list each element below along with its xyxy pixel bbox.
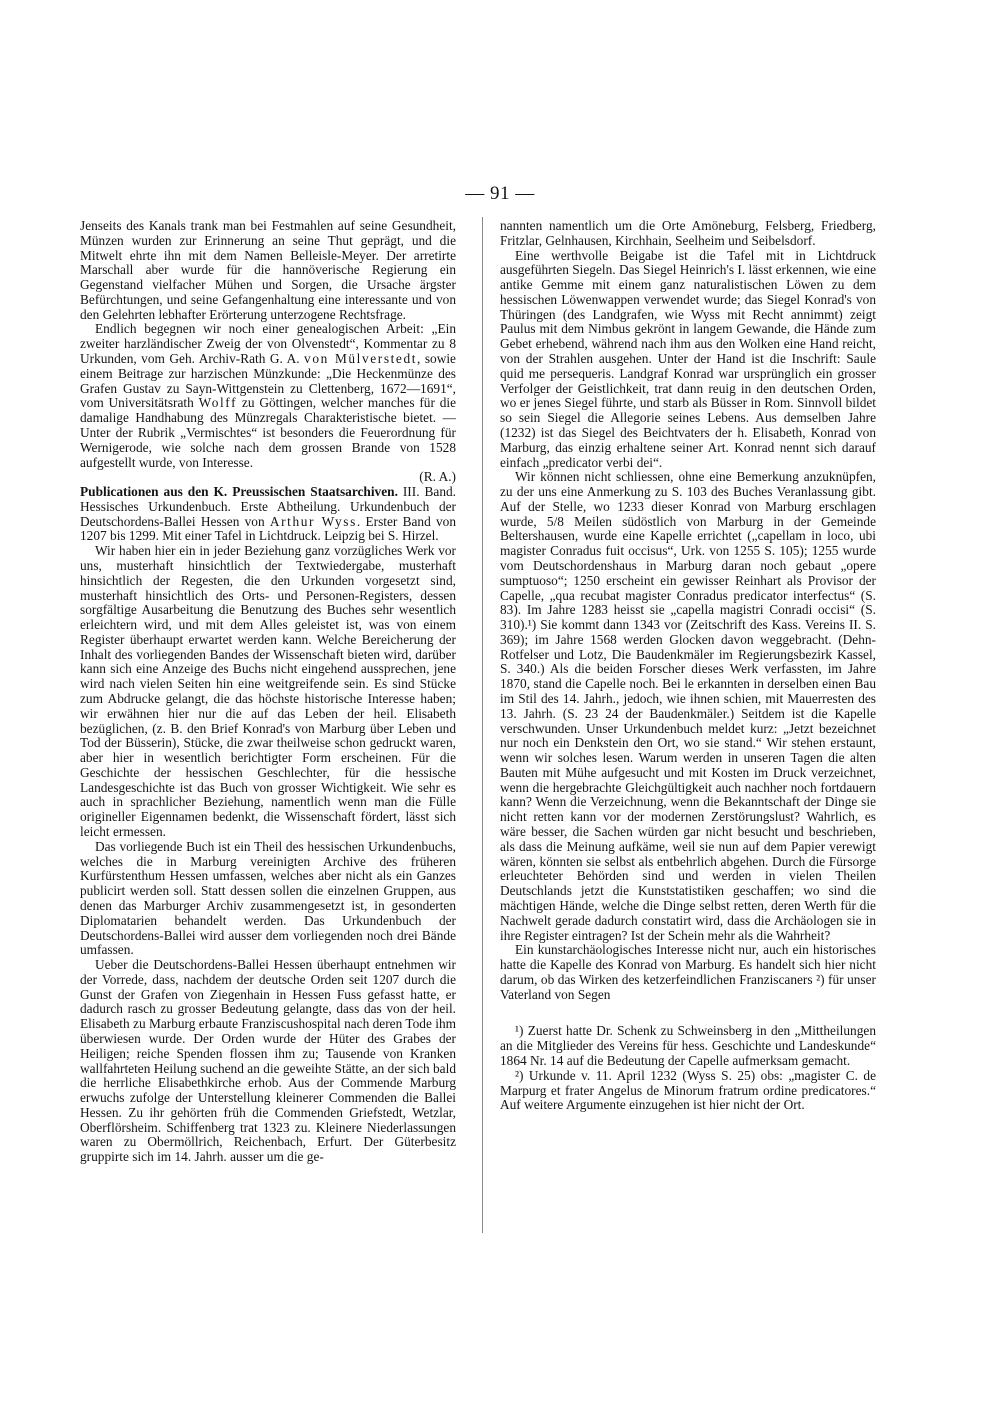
text-run: für unser Vaterland von Segen — [500, 971, 876, 1002]
text-run: . Erster Band von 1207 bis 1299. Mit einer Tafel in Lichtdruck. Leipzig bei S. Hirzel. — [80, 513, 456, 544]
text-run: Endlich begegnen wir noch einer genealogischen Arbeit: „Ein zweiter harzländischer Zweig der von Olvenstedt“, Kommentar zu 8 Urkunden, vom Geh. Archiv-Rath G. A. — [80, 321, 456, 367]
footnotes — [500, 1024, 876, 1113]
paragraph — [500, 943, 876, 1002]
text-run: Meilen südöstlich von Marburg in der Gemeinde Beltershausen, wurde eine Kapelle errichtet („capellam in loco, ubi magister Conradus fuit occisus“, Urk. von 1255 S. 105); 1255 wurde vom Deutschordenshaus in Marburg daran noch gebaut „opere sumptuoso“; 1250 erscheint ein gewisser Reinhart als Provisor der Capelle, „qua recubat magister Conradus predicator interfectus“ (S. 83). Im Jahre 1283 heisst sie „capella magistri Conradi occisi“ (S. 310). — [500, 513, 876, 633]
text-run: zu Göttingen, welcher manches für die damalige Handhabung des Münzregals Charakteristische bietet. — Unter der Rubrik „Vermischtes“ ist besonders die Feuerordnung für Wernigerode, wie solche nach dem grossen Brande von 1528 aufgestellt wurde, von Interesse. — [80, 395, 456, 470]
review-heading — [80, 485, 456, 544]
column-divider — [482, 217, 483, 1233]
right-column — [500, 219, 876, 1113]
text-run: , sowie einem Beitrage zur harzischen Münzkunde: „Die Heckenmünze des Grafen Gustav zu Sayn-Wittgenstein zu Clettenberg, 1672—1691“, vom Universitätsrath — [80, 351, 456, 411]
footnote — [500, 1024, 876, 1068]
footnote-marker: ²) — [515, 1067, 524, 1083]
author-name: Wolff — [198, 395, 238, 411]
publication-title: Publicationen aus den K. Preussischen Staatsarchiven. — [80, 484, 398, 500]
text-run: Wir können nicht schliessen, ohne eine Bemerkung anzuknüpfen, zu der uns eine Anmerkung zu S. 103 des Buches Veranlassung gibt. Auf der Stelle, wo 1233 dieser Konrad von Marburg erschlagen wurde, — [500, 469, 876, 529]
review-signature: (R. A.) — [419, 469, 456, 485]
text-run: III. Band. Hessisches Urkundenbuch. Erste Abtheilung. Urkundenbuch der Deutschordens-Ballei Hessen von — [80, 484, 456, 529]
footnote-text: Urkunde v. 11. April 1232 (Wyss S. 25) obs: „magister C. de Marpurg et frater Angelus de Minorum fratrum ordine predicatores.“ Auf weitere Argumente einzugehen ist hier nicht der Ort. — [500, 1067, 876, 1113]
footnote-reference: ²) — [816, 971, 825, 987]
fraction: 5/8 — [546, 513, 564, 529]
text-run: Ein kunstarchäologisches Interesse nicht nur, auch ein historisches hatte die Kapelle des Konrad von Marburg. Es handelt sich hier nicht darum, ob das Wirken des ketzerfeindlichen Franziscaners — [500, 942, 876, 987]
paragraph: Eine werthvolle Beigabe ist die Tafel mit in Lichtdruck ausgeführten Siegeln. Das Siegel Heinrich's I. lässt erkennen, wie eine antike Gemme mit einem ganz naturalistischen Löwen zu dem hessischen Löwenwappen verwendet wurde; das Siegel Konrad's von Thüringen (des Landgrafen, wie Wyss mit Recht annimmt) zeigt Paulus mit dem Nimbus gekrönt in langem Gewande, die Hände zum Gebet erhebend, während nach ihm aus den Wolken eine Hand reicht, von der Strahlen ausgehen. Unter der Hand ist die Inschrift: Saule quid me persequeris. Landgraf Konrad war ursprünglich ein grosser Verfolger der Geistlichkeit, trat dann reuig in den deutschen Orden, wo er jenes Siegel führte, und starb als Büsser in Rom. Sinnvoll bildet so sein Siegel die Allegorie seines Lebens. Aus demselben Jahre (1232) ist das Siegel des Beichtvaters der h. Elisabeth, Konrad von Marburg, das einzig erhaltene seiner Art. Konrad nennt sich darauf einfach „predicator verbi dei“. — [500, 247, 876, 470]
paragraph — [80, 322, 456, 470]
paragraph: Jenseits des Kanals trank man bei Festmahlen auf seine Gesundheit, Münzen wurden zur Erinnerung an seine Thut geprägt, und die Mitwelt ehrte ihn mit dem Namen Belleisle-Meyer. Der arretirte Marschall aber wurde für die hannöverische Regierung ein Gegenstand vielfacher Mühen und Sorgen, die Ursache ärgster Befürchtungen, und seine Gefangenhaltung eine interessante und von den Gelehrten lebhafter Erörterung unterzogene Rechtsfrage. — [80, 218, 456, 322]
paragraph: Das vorliegende Buch ist ein Theil des hessischen Urkundenbuchs, welches die in Marburg vereinigten Archive des früheren Kurfürstenthum Hessen umfassen, welches aber nicht als ein Ganzes publicirt werden soll. Statt dessen sollen die einzelnen Gruppen, aus denen das Marburger Archiv zusammengesetzt ist, in gesonderten Diplomatarien behandelt werden. Das Urkundenbuch der Deutschordens-Ballei wird ausser dem vorliegenden noch drei Bände umfassen. — [80, 838, 456, 958]
text-run: Sie kommt dann 1343 vor (Zeitschrift des Kass. Vereins II. S. 369); im Jahre 1568 werden Glocken davon weggebracht. (Dehn-Rotfelser und Lotz, Die Baudenkmäler im Regierungsbezirk Kassel, S. 340.) Als die beiden Forscher dieses Werk verfassten, im Jahre 1870, stand die Capelle noch. Bei le erkannten in derselben einen Bau im Stil des 14. Jahrh., jedoch, wie ihnen schien, mit Mauerresten des 13. Jahrh. (S. 23 24 der Baudenkmäler.) Seitdem ist die Kapelle verschwunden. Unser Urkundenbuch meldet kurz: „Jetzt bezeichnet nur noch ein Denkstein den Ort, wo sie stand.“ Wir stehen erstaunt, wenn wir solches lesen. Warum werden in unseren Tagen die alten Bauten mit Mühe aufgesucht und mit Kosten im Druck verzeichnet, wenn die hergebrachte Gleichgültigkeit auch nachher noch fortdauern kann? Wenn die Verzeichnung, wenn die Bekanntschaft der Dinge sie nicht retten kann vor der modernen Zerstörungslust? Wahrlich, es wäre besser, die Sachen würden gar nicht besucht und beschrieben, als dass die Meinung aufkäme, weil sie nun auf dem Papier verewigt wären, könnten sie selbst als entbehrlich abgehen. Durch die Fürsorge erleuchteter Behörden sind und werden in vielen Theilen Deutschlands jetzt die Kunststatistiken geschaffen; wo sind die mächtigen Hände, welche die Dinge selbst retten, deren Werth für die Nachwelt gerade dadurch constatirt wird, dass die Archäologen sie in ihre Register eintragen? Ist der Schein mehr als die Wahrheit? — [500, 617, 876, 943]
paragraph: Ueber die Deutschordens-Ballei Hessen überhaupt entnehmen wir der Vorrede, dass, nachdem der deutsche Orden seit 1207 durch die Gunst der Grafen von Ziegenhain in Hessen Fuss gefasst hatte, er dadurch rasch zu grosser Bedeutung gelangte, dass das von der heil. Elisabeth zu Marburg erbaute Franziscushospital nach deren Tode ihm überwiesen wurde. Der Orden wurde der Hüter des Grabes der Heiligen; reiche Spenden flossen ihm zu; Tausende von Kranken wallfahrteten Heilung suchend an die geweihte Stätte, an der sich bald die herrliche Elisabethkirche erhob. Aus der Commende Marburg erwuchs zufolge der Unterstellung kleinerer Commenden die Ballei Hessen. Zu ihr gehörten früh die Commenden Griefstedt, Wetzlar, Oberflörsheim. Schiffenberg trat 1323 zu. Kleinere Niederlassungen waren zu Obermöllrich, Reichenbach, Erfurt. Der Güterbesitz gruppirte sich im 14. Jahrh. ausser um die ge- — [80, 957, 456, 1165]
footnote — [500, 1069, 876, 1113]
paragraph: Wir haben hier ein in jeder Beziehung ganz vorzügliches Werk vor uns, musterhaft hinsichtlich der Textwiedergabe, musterhaft hinsichtlich der Regesten, die den Urkunden vorgesetzt sind, musterhaft hinsichtlich des Orts- und Personen-Registers, dessen sorgfältige Ausarbeitung die Benutzung des Buches sehr wesentlich erleichtern wird, und mit dem Alles geleistet ist, was von einem Register überhaupt erwartet werden kann. Welche Bereicherung der Inhalt des vorliegenden Bandes der Wissenschaft bieten wird, darüber kann sich eine Anzeige des Buchs nicht eingehend aussprechen, jene wird nach vielen Seiten hin eine weitgreifende sein. Es sind Stücke zum Abdrucke gelangt, die das höchste historische Interesse haben; wir erwähnen hier nur die auf das Leben der heil. Elisabeth bezüglichen, (z. B. den Brief Konrad's von Marburg über Leben und Tod der Büsserin), Stücke, die zwar theilweise schon gedruckt waren, aber hier in wesentlich berichtigter Form erscheinen. Für die Geschichte der hessischen Geschlechter, für die hessische Landesgeschichte ist das Buch von grosser Wichtigkeit. Wie sehr es auch in sprachlicher Beziehung, namentlich wenn man die Fülle origineller Eigennamen bedenkt, die Wissenschaft fördert, lässt sich leicht ermessen. — [80, 543, 456, 840]
page-number: — 91 — — [465, 183, 535, 204]
author-name: von Mülverstedt — [304, 351, 418, 367]
left-column — [80, 219, 456, 1165]
footnote-marker: ¹) — [515, 1023, 524, 1039]
footnote-text: Zuerst hatte Dr. Schenk zu Schweinsberg in den „Mittheilungen an die Mitglieder des Vereins für hess. Geschichte und Landeskunde“ 1864 Nr. 14 auf die Bedeutung der Capelle aufmerksam gemacht. — [500, 1023, 876, 1068]
footnote-reference: ¹) — [527, 617, 537, 633]
paragraph: nannten namentlich um die Orte Amöneburg, Felsberg, Friedberg, Fritzlar, Gelnhausen, Kirchhain, Seelheim und Seibelsdorf. — [500, 218, 876, 248]
paragraph — [500, 470, 876, 943]
author-name: Arthur Wyss — [269, 513, 357, 529]
